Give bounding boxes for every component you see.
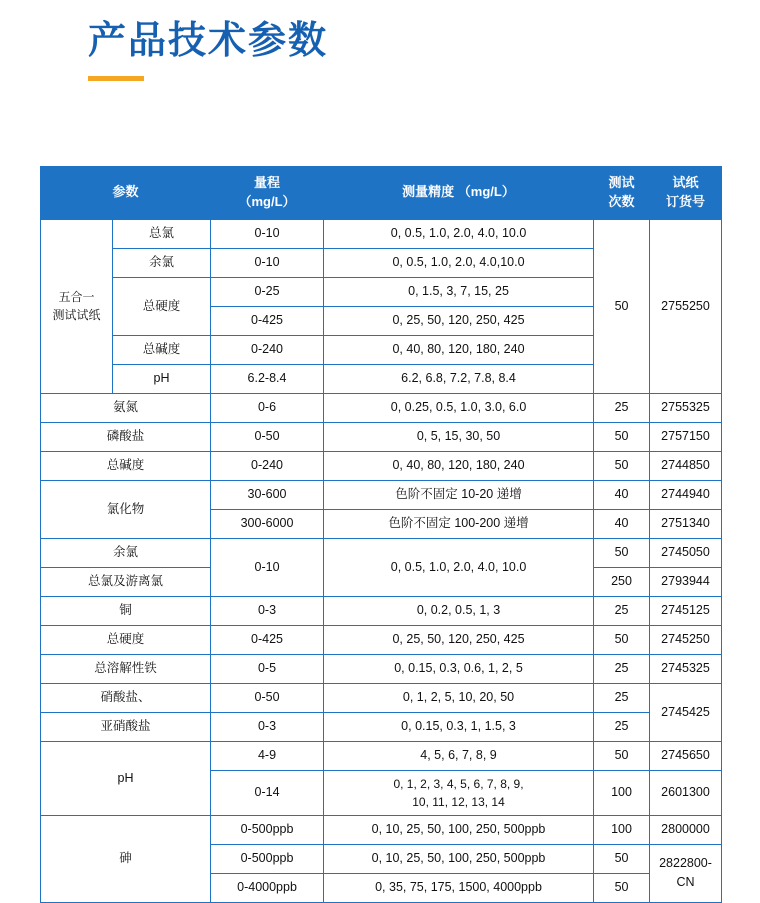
row-group-5in1-line1: 五合一 bbox=[58, 290, 95, 305]
table-row bbox=[41, 683, 722, 712]
title-block bbox=[88, 18, 328, 81]
cell-order: 2745125 bbox=[650, 596, 722, 625]
cell-order: 2745325 bbox=[650, 654, 722, 683]
cell-accuracy: 0, 35, 75, 175, 1500, 4000ppb bbox=[324, 873, 594, 902]
row-group-5in1-line2: 测试试纸 bbox=[52, 308, 101, 323]
row-group-5in1 bbox=[41, 219, 113, 393]
cell-range: 0-3 bbox=[211, 596, 324, 625]
cell-accuracy: 0, 0.2, 0.5, 1, 3 bbox=[324, 596, 594, 625]
cell-range: 0-25 bbox=[211, 277, 324, 306]
cell-accuracy: 4, 5, 6, 7, 8, 9 bbox=[324, 741, 594, 770]
cell-tests: 100 bbox=[594, 815, 650, 844]
cell-range: 0-240 bbox=[211, 451, 324, 480]
cell-order: 2745050 bbox=[650, 538, 722, 567]
cell-tests: 50 bbox=[594, 741, 650, 770]
cell-item: 总氯 bbox=[113, 219, 211, 248]
cell-item: 氨氮 bbox=[41, 393, 211, 422]
cell-range: 0-5 bbox=[211, 654, 324, 683]
column-header-range bbox=[211, 167, 324, 220]
cell-tests: 50 bbox=[594, 451, 650, 480]
cell-range: 0-500ppb bbox=[211, 844, 324, 873]
table-row bbox=[41, 219, 722, 248]
cell-tests: 40 bbox=[594, 509, 650, 538]
cell-accuracy: 0, 0.5, 1.0, 2.0, 4.0, 10.0 bbox=[324, 219, 594, 248]
cell-order: 2745650 bbox=[650, 741, 722, 770]
cell-tests: 100 bbox=[594, 770, 650, 815]
cell-tests: 50 bbox=[594, 538, 650, 567]
table-row bbox=[41, 712, 722, 741]
cell-tests: 40 bbox=[594, 480, 650, 509]
cell-tests: 25 bbox=[594, 654, 650, 683]
cell-item: 总溶解性铁 bbox=[41, 654, 211, 683]
cell-accuracy: 0, 1.5, 3, 7, 15, 25 bbox=[324, 277, 594, 306]
cell-order: 2745250 bbox=[650, 625, 722, 654]
cell-range: 0-50 bbox=[211, 422, 324, 451]
cell-accuracy: 0, 40, 80, 120, 180, 240 bbox=[324, 335, 594, 364]
cell-tests: 25 bbox=[594, 683, 650, 712]
table-row bbox=[41, 741, 722, 770]
table-row bbox=[41, 451, 722, 480]
cell-range: 300-6000 bbox=[211, 509, 324, 538]
cell-range: 0-500ppb bbox=[211, 815, 324, 844]
cell-item: 砷 bbox=[41, 815, 211, 902]
cell-order: 2755250 bbox=[650, 219, 722, 393]
cell-tests: 50 bbox=[594, 873, 650, 902]
cell-accuracy: 6.2, 6.8, 7.2, 7.8, 8.4 bbox=[324, 364, 594, 393]
cell-item: 总氯及游离氯 bbox=[41, 567, 211, 596]
cell-order: 2755325 bbox=[650, 393, 722, 422]
column-header-range-line1: 量程 bbox=[254, 175, 281, 190]
table-row bbox=[41, 538, 722, 567]
cell-order: 2745425 bbox=[650, 683, 722, 741]
cell-accuracy: 0, 0.15, 0.3, 1, 1.5, 3 bbox=[324, 712, 594, 741]
cell-accuracy: 色阶不固定 10-20 递增 bbox=[324, 480, 594, 509]
table-row bbox=[41, 815, 722, 844]
table-row bbox=[41, 625, 722, 654]
cell-order: 2744940 bbox=[650, 480, 722, 509]
cell-range: 30-600 bbox=[211, 480, 324, 509]
cell-item: 总碱度 bbox=[41, 451, 211, 480]
cell-accuracy: 0, 0.5, 1.0, 2.0, 4.0, 10.0 bbox=[324, 538, 594, 596]
column-header-tests-line2: 次数 bbox=[608, 193, 635, 209]
cell-tests: 25 bbox=[594, 712, 650, 741]
cell-accuracy: 色阶不固定 100-200 递增 bbox=[324, 509, 594, 538]
cell-range: 0-10 bbox=[211, 248, 324, 277]
cell-item: 亚硝酸盐 bbox=[41, 712, 211, 741]
cell-accuracy: 0, 40, 80, 120, 180, 240 bbox=[324, 451, 594, 480]
cell-order: 2822800-CN bbox=[650, 844, 722, 902]
cell-accuracy: 0, 1, 2, 5, 10, 20, 50 bbox=[324, 683, 594, 712]
cell-range: 0-6 bbox=[211, 393, 324, 422]
table-header-row bbox=[41, 167, 722, 220]
cell-accuracy: 0, 0.5, 1.0, 2.0, 4.0,10.0 bbox=[324, 248, 594, 277]
cell-order: 2757150 bbox=[650, 422, 722, 451]
cell-order: 2744850 bbox=[650, 451, 722, 480]
column-header-range-line2: （mg/L） bbox=[238, 193, 296, 209]
cell-range: 6.2-8.4 bbox=[211, 364, 324, 393]
cell-item: 硝酸盐、 bbox=[41, 683, 211, 712]
table-row bbox=[41, 480, 722, 509]
cell-item: 磷酸盐 bbox=[41, 422, 211, 451]
cell-item: 总碱度 bbox=[113, 335, 211, 364]
cell-range: 0-4000ppb bbox=[211, 873, 324, 902]
cell-item: 总硬度 bbox=[113, 277, 211, 335]
cell-range: 0-50 bbox=[211, 683, 324, 712]
cell-tests: 50 bbox=[594, 422, 650, 451]
cell-tests: 50 bbox=[594, 219, 650, 393]
table-row bbox=[41, 654, 722, 683]
cell-range: 0-3 bbox=[211, 712, 324, 741]
cell-tests: 250 bbox=[594, 567, 650, 596]
cell-item: pH bbox=[113, 364, 211, 393]
cell-tests: 25 bbox=[594, 393, 650, 422]
cell-order: 2800000 bbox=[650, 815, 722, 844]
cell-item: 余氯 bbox=[41, 538, 211, 567]
cell-range: 0-240 bbox=[211, 335, 324, 364]
title-underline bbox=[88, 76, 144, 81]
cell-range: 4-9 bbox=[211, 741, 324, 770]
cell-order: 2793944 bbox=[650, 567, 722, 596]
cell-tests: 25 bbox=[594, 596, 650, 625]
cell-accuracy: 0, 0.25, 0.5, 1.0, 3.0, 6.0 bbox=[324, 393, 594, 422]
column-header-tests-line1: 测试 bbox=[608, 175, 635, 190]
cell-accuracy: 0, 5, 15, 30, 50 bbox=[324, 422, 594, 451]
column-header-order-line1: 试纸 bbox=[672, 175, 699, 190]
cell-range: 0-10 bbox=[211, 538, 324, 596]
spec-table bbox=[40, 166, 722, 903]
spec-table-wrapper bbox=[40, 166, 721, 903]
table-row bbox=[41, 422, 722, 451]
cell-accuracy-line1: 0, 1, 2, 3, 4, 5, 6, 7, 8, 9, bbox=[393, 776, 524, 791]
cell-accuracy: 0, 0.15, 0.3, 0.6, 1, 2, 5 bbox=[324, 654, 594, 683]
cell-range: 0-10 bbox=[211, 219, 324, 248]
column-header-tests bbox=[594, 167, 650, 220]
cell-accuracy: 0, 25, 50, 120, 250, 425 bbox=[324, 306, 594, 335]
column-header-order bbox=[650, 167, 722, 220]
table-row bbox=[41, 596, 722, 625]
column-header-parameter: 参数 bbox=[41, 167, 211, 220]
cell-tests: 50 bbox=[594, 625, 650, 654]
cell-accuracy: 0, 25, 50, 120, 250, 425 bbox=[324, 625, 594, 654]
cell-item: 总硬度 bbox=[41, 625, 211, 654]
page-title: 产品技术参数 bbox=[88, 20, 329, 62]
cell-range: 0-425 bbox=[211, 306, 324, 335]
cell-order: 2751340 bbox=[650, 509, 722, 538]
column-header-order-line2: 订货号 bbox=[666, 193, 706, 209]
cell-accuracy: 0, 10, 25, 50, 100, 250, 500ppb bbox=[324, 844, 594, 873]
cell-item: pH bbox=[41, 741, 211, 815]
cell-accuracy-line2: 10, 11, 12, 13, 14 bbox=[412, 794, 505, 809]
cell-item: 余氯 bbox=[113, 248, 211, 277]
cell-tests: 50 bbox=[594, 844, 650, 873]
cell-accuracy bbox=[324, 770, 594, 815]
cell-item: 铜 bbox=[41, 596, 211, 625]
column-header-accuracy: 测量精度 （mg/L） bbox=[324, 167, 594, 220]
cell-range: 0-425 bbox=[211, 625, 324, 654]
table-row bbox=[41, 393, 722, 422]
cell-item: 氯化物 bbox=[41, 480, 211, 538]
cell-order: 2601300 bbox=[650, 770, 722, 815]
cell-range: 0-14 bbox=[211, 770, 324, 815]
cell-accuracy: 0, 10, 25, 50, 100, 250, 500ppb bbox=[324, 815, 594, 844]
